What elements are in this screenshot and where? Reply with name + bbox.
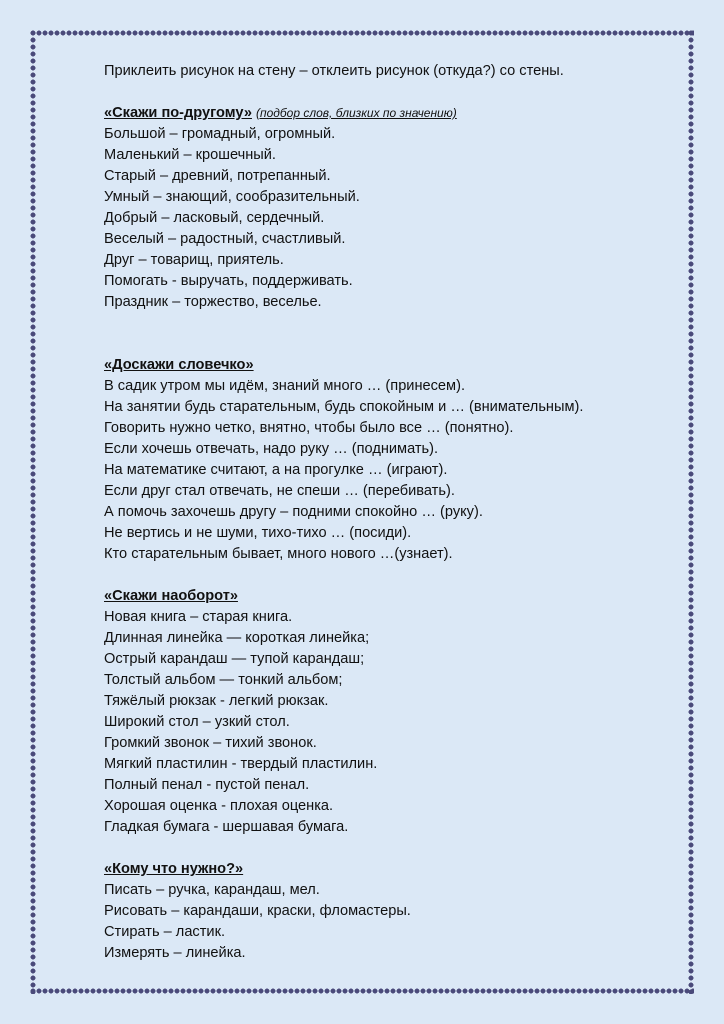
list-item: На математике считают, а на прогулке … (играют).	[104, 462, 448, 478]
list-item: Мягкий пластилин - твердый пластилин.	[104, 756, 378, 772]
list-item: Старый – древний, потрепанный.	[104, 168, 331, 184]
list-item: Стирать – ластик.	[104, 924, 226, 940]
list-item: На занятии будь старательным, будь спокойным и … (внимательным).	[104, 399, 584, 415]
list-item: Маленький – крошечный.	[104, 147, 276, 163]
section-list-who-needs-what	[104, 880, 694, 964]
list-item: Кто старательным бывает, много нового …(узнает).	[104, 546, 453, 562]
section-heading-say-differently	[104, 103, 694, 124]
section-note: (подбор слов, близких по значению)	[256, 106, 457, 120]
border-left	[30, 30, 36, 994]
list-item: Острый карандаш — тупой карандаш;	[104, 651, 365, 667]
section-heading-finish-word: «Доскажи словечко»	[104, 357, 254, 373]
list-item: Длинная линейка — короткая линейка;	[104, 630, 370, 646]
section-list-say-differently	[104, 124, 694, 313]
list-item: Веселый – радостный, счастливый.	[104, 231, 346, 247]
list-item: Полный пенал - пустой пенал.	[104, 777, 310, 793]
border-bottom	[30, 988, 694, 994]
list-item: Новая книга – старая книга.	[104, 609, 293, 625]
section-heading-who-needs-what: «Кому что нужно?»	[104, 861, 244, 877]
list-item: Измерять – линейка.	[104, 945, 246, 961]
list-item: Если хочешь отвечать, надо руку … (поднимать).	[104, 441, 439, 457]
section-list-say-opposite	[104, 607, 694, 838]
section-list-finish-word	[104, 376, 694, 565]
list-item: Рисовать – карандаши, краски, фломастеры.	[104, 903, 411, 919]
list-item: В садик утром мы идём, знаний много … (принесем).	[104, 378, 465, 394]
list-item: Помогать - выручать, поддерживать.	[104, 273, 353, 289]
list-item: Хорошая оценка - плохая оценка.	[104, 798, 334, 814]
list-item: Друг – товарищ, приятель.	[104, 252, 284, 268]
document-body	[104, 61, 694, 964]
list-item: Большой – громадный, огромный.	[104, 126, 336, 142]
section-title: «Скажи по-другому»	[104, 105, 252, 121]
list-item: Добрый – ласковый, сердечный.	[104, 210, 325, 226]
list-item: Гладкая бумага - шершавая бумага.	[104, 819, 349, 835]
list-item: Умный – знающий, сообразительный.	[104, 189, 360, 205]
intro-line: Приклеить рисунок на стену – отклеить рисунок (откуда?) со стены.	[104, 63, 564, 79]
list-item: Говорить нужно четко, внятно, чтобы было все … (понятно).	[104, 420, 514, 436]
border-top	[30, 30, 694, 36]
list-item: Широкий стол – узкий стол.	[104, 714, 290, 730]
list-item: Праздник – торжество, веселье.	[104, 294, 322, 310]
list-item: Если друг стал отвечать, не спеши … (перебивать).	[104, 483, 455, 499]
list-item: Тяжёлый рюкзак - легкий рюкзак.	[104, 693, 329, 709]
list-item: Не вертись и не шуми, тихо-тихо … (посиди).	[104, 525, 412, 541]
list-item: А помочь захочешь другу – подними спокойно … (руку).	[104, 504, 483, 520]
list-item: Толстый альбом — тонкий альбом;	[104, 672, 343, 688]
list-item: Громкий звонок – тихий звонок.	[104, 735, 317, 751]
section-heading-say-opposite: «Скажи наоборот»	[104, 588, 238, 604]
list-item: Писать – ручка, карандаш, мел.	[104, 882, 320, 898]
